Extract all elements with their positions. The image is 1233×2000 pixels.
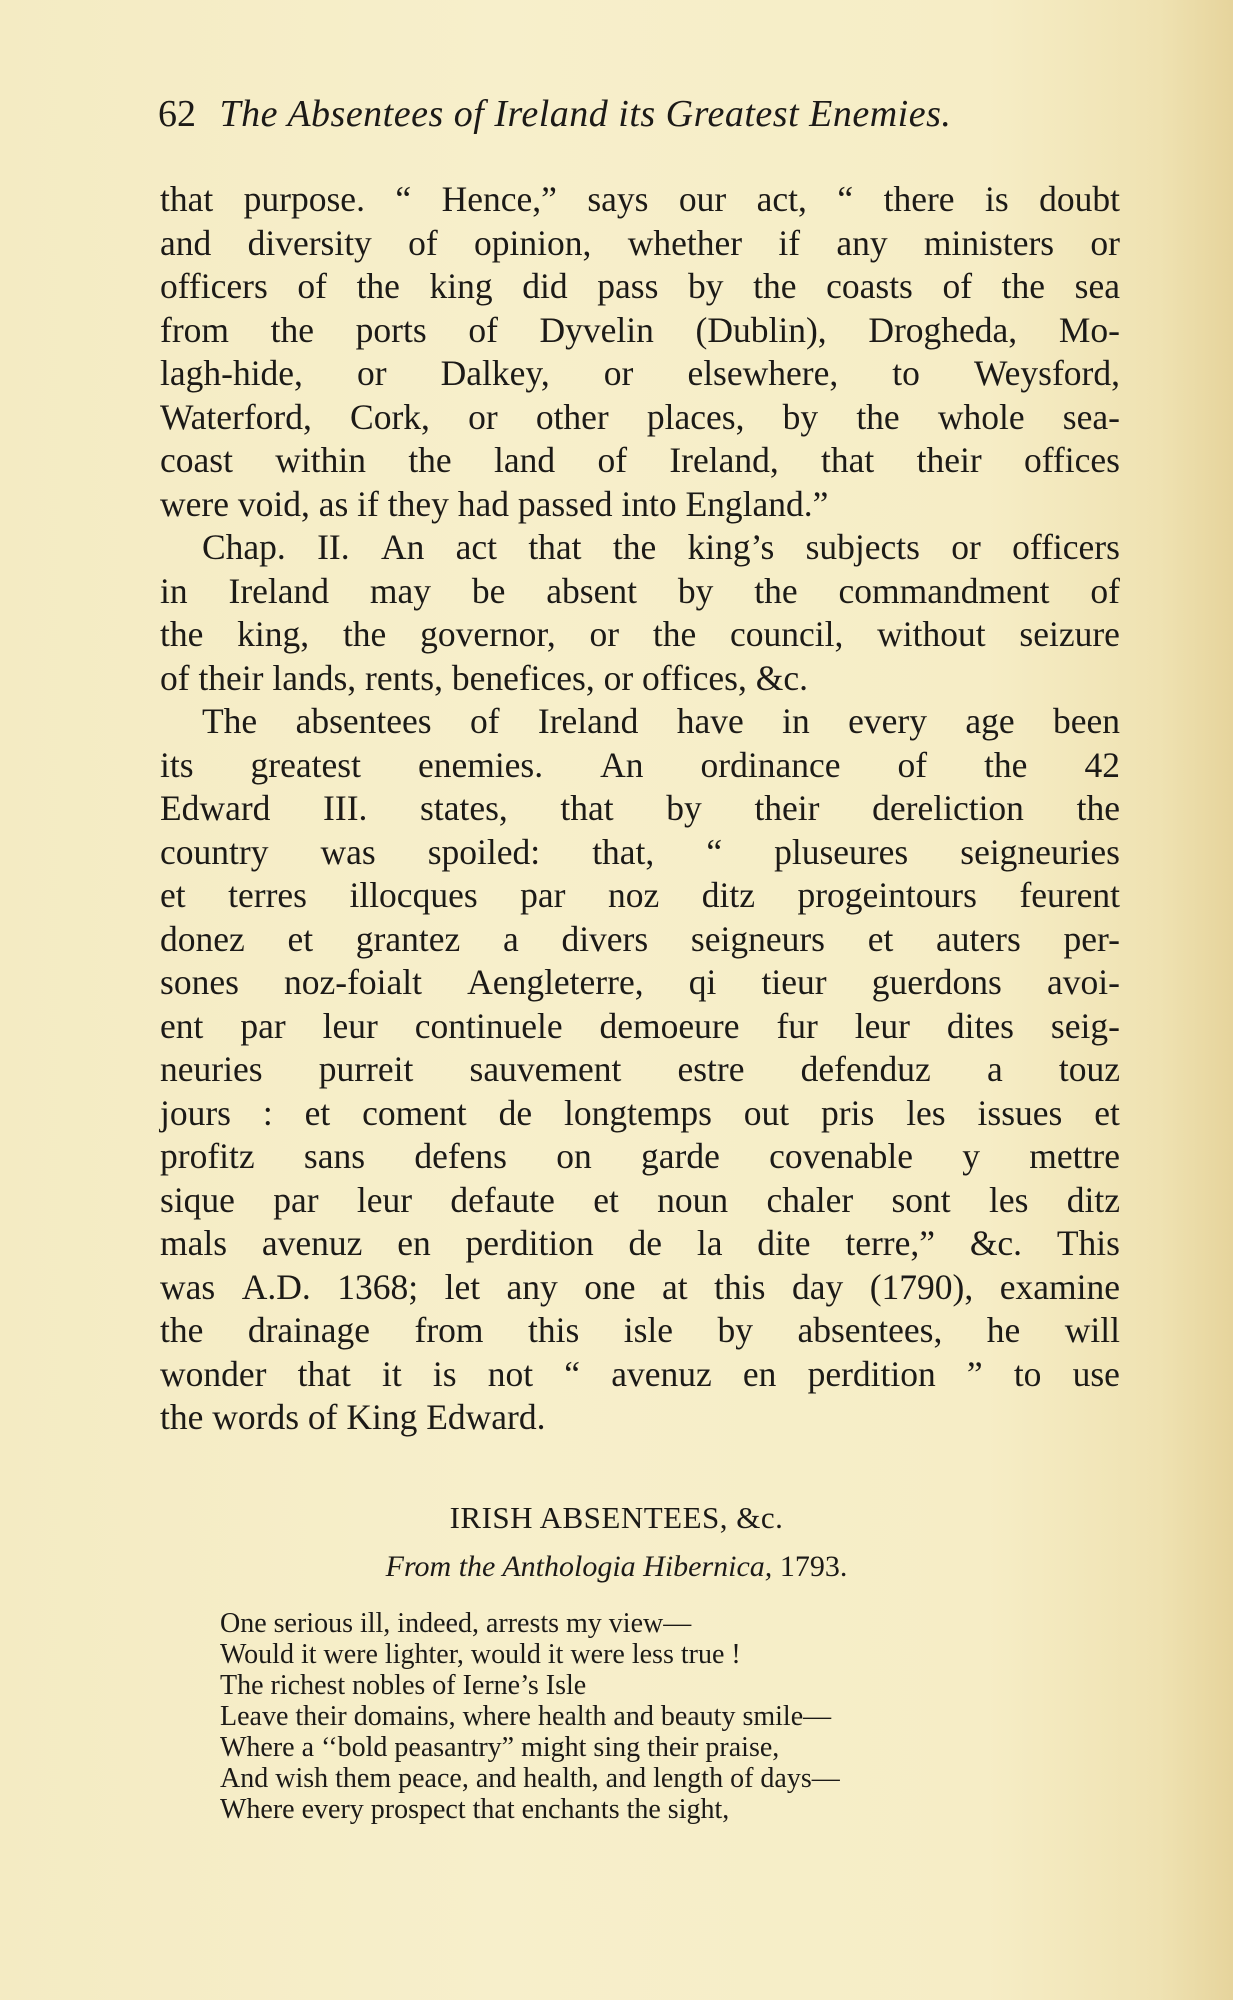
body-line-22: jours : et coment de longtemps out pris les issues et: [160, 1092, 1120, 1133]
body-line-21: neuries purreit sauvement estre defenduz a touz: [160, 1049, 1120, 1089]
poem-line-3: The richest nobles of Ierne’s Isle: [220, 1670, 587, 1701]
poem: [220, 1608, 1120, 1825]
body-line-13: The absentees of Ireland have in every age been: [202, 701, 1120, 741]
body-line-9: Chap. II. An act that the king’s subjects or officers: [202, 527, 1120, 567]
section-source: [0, 1550, 1233, 1584]
running-title: The Absentees of Ireland its Greatest Enemies.: [219, 93, 952, 135]
body-line-7: coast within the land of Ireland, that their offices: [160, 440, 1120, 480]
body-line-2: and diversity of opinion, whether if any ministers or: [160, 222, 1120, 263]
poem-line-5: Where a ‘‘bold peasantry” might sing their praise,: [220, 1732, 780, 1763]
source-title: From the Anthologia Hibernica,: [385, 1550, 773, 1583]
body-line-20: ent par leur continuele demoeure fur leur dites seig-: [160, 1005, 1120, 1046]
body-line-1: that purpose. “ Hence,” says our act, “ there is doubt: [160, 179, 1120, 219]
body-line-18: donez et grantez a divers seigneurs et auters per-: [160, 918, 1120, 959]
body-line-27: the drainage from this isle by absentees, he will: [160, 1310, 1120, 1350]
body-line-26: was A.D. 1368; let any one at this day (1790), examine: [160, 1266, 1120, 1307]
body-line-16: country was spoiled: that, “ pluseures seigneuries: [160, 831, 1120, 872]
poem-line-2: Would it were lighter, would it were less true !: [220, 1639, 741, 1670]
body-line-4: from the ports of Dyvelin (Dublin), Drogheda, Mo-: [160, 309, 1120, 350]
body-text: [160, 178, 1120, 1440]
body-line-28: wonder that it is not “ avenuz en perdition ” to use: [160, 1353, 1120, 1394]
poem-line-7: Where every prospect that enchants the sight,: [220, 1794, 730, 1825]
section-title: IRISH ABSENTEES, &c.: [449, 1500, 784, 1535]
body-line-29: the words of King Edward.: [160, 1397, 546, 1437]
source-year: 1793.: [772, 1550, 848, 1583]
running-header: [158, 92, 1108, 136]
body-line-24: sique par leur defaute et noun chaler sont les ditz: [160, 1179, 1120, 1220]
body-line-5: lagh-hide, or Dalkey, or elsewhere, to Weysford,: [160, 353, 1120, 393]
poem-line-6: And wish them peace, and health, and length of days—: [220, 1763, 840, 1794]
body-line-12: of their lands, rents, benefices, or offices, &c.: [160, 657, 808, 698]
body-line-17: et terres illocques par noz ditz progeintours feurent: [160, 875, 1120, 915]
body-line-19: sones noz-foialt Aengleterre, qi tieur guerdons avoi-: [160, 962, 1120, 1002]
body-line-25: mals avenuz en perdition de la dite terre,” &c. This: [160, 1223, 1120, 1263]
body-line-3: officers of the king did pass by the coasts of the sea: [160, 266, 1120, 306]
body-line-8: were void, as if they had passed into England.”: [160, 483, 829, 524]
body-line-23: profitz sans defens on garde covenable y mettre: [160, 1136, 1120, 1176]
body-line-11: the king, the governor, or the council, without seizure: [160, 614, 1120, 654]
poem-line-1: One serious ill, indeed, arrests my view—: [220, 1608, 692, 1639]
page-number: 62: [158, 93, 196, 135]
poem-line-4: Leave their domains, where health and beauty smile—: [220, 1701, 832, 1732]
body-line-14: its greatest enemies. An ordinance of the 42: [160, 744, 1120, 785]
body-line-10: in Ireland may be absent by the commandment of: [160, 570, 1120, 611]
body-line-15: Edward III. states, that by their dereliction the: [160, 788, 1120, 828]
body-line-6: Waterford, Cork, or other places, by the whole sea-: [160, 396, 1120, 437]
